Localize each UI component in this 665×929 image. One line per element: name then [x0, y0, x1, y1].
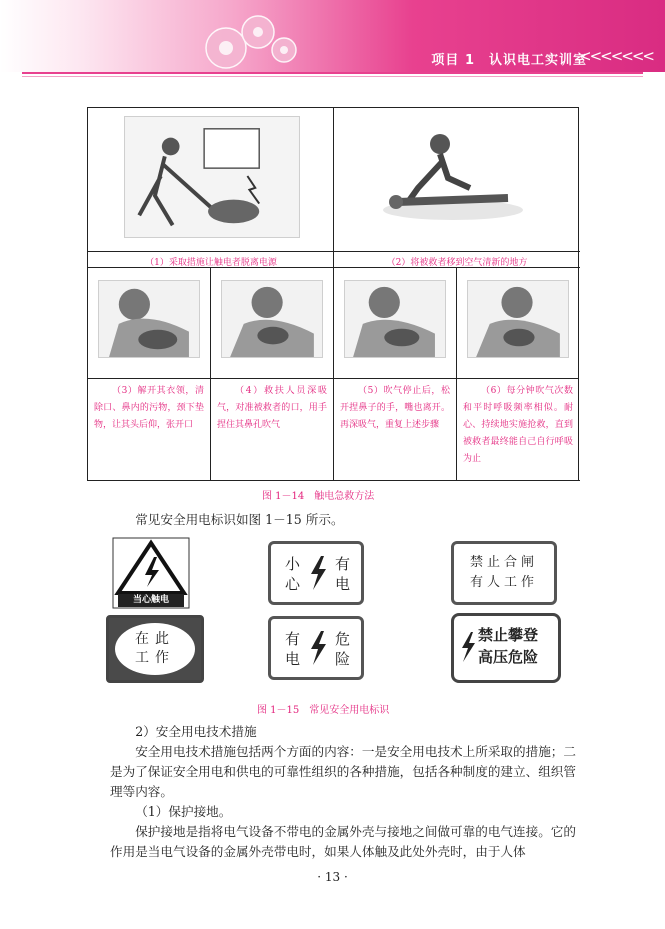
sign-caution-electric [268, 541, 364, 605]
rescue-cell-1 [88, 108, 334, 268]
sign-work-here-line-1: 在此 [135, 631, 175, 647]
rescue-illustration-2 [378, 128, 528, 228]
sign-danger-electric-label: 当心触电 [132, 595, 169, 605]
rescue-cell-3 [88, 268, 211, 481]
rescue-step-6: （6）每分钟吹气次数和平时呼吸频率相似。耐心、持续地实施抢救，直到被救者最终能自己自行呼吸为止 [457, 378, 579, 481]
page-number: · 13 · [317, 870, 348, 884]
rescue-cell-6 [457, 268, 580, 481]
sign-caution-char-3: 有 [335, 555, 351, 573]
figure-caption-1-14: 图 1－14 触电急救方法 [262, 491, 375, 502]
section-paragraph-1: 安全用电技术措施包括两个方面的内容：一是安全用电技术上所采取的措施；二是为了保证安全用电和供电的可靠性组织的各种措施，包括各种制度的建立、组织管理等内容。 [110, 744, 576, 799]
header-arrows: <<<<<<< [579, 47, 653, 65]
header-divider-thin [22, 76, 643, 77]
section-paragraph-2: 保护接地是指将电气设备不带电的金属外壳与接地之间做可靠的电气连接。它的作用是当电气设备的金属外壳带电时，如果人体触及此处外壳时，由于人体 [110, 824, 576, 859]
sign-no-climbing-line-2: 高压危险 [478, 648, 539, 666]
rescue-cell-4 [211, 268, 334, 481]
sign-electric-danger-char-1: 有 [285, 630, 301, 648]
sign-electric-danger-char-4: 险 [335, 650, 351, 668]
rescue-cell-5 [334, 268, 457, 481]
rescue-step-5: （5）吹气停止后，松开捏鼻子的手，嘴也离开。再深吸气，重复上述步骤 [334, 378, 456, 481]
sign-no-switching-line-2: 有人工作 [469, 575, 538, 590]
rescue-step-3: （3）解开其衣领，清除口、鼻内的污物，颈下垫物，让其头后仰，张开口 [88, 378, 210, 481]
rescue-illustration-6 [467, 280, 569, 358]
sign-electric-danger-char-2: 电 [285, 650, 301, 668]
sign-danger-electric [112, 537, 190, 609]
rescue-illustration-1 [124, 116, 300, 238]
header-divider [22, 72, 643, 74]
sign-no-switching [451, 541, 557, 605]
signs-intro: 常见安全用电标识如图 1－15 所示。 [135, 512, 344, 527]
section-subheading: （1）保护接地。 [135, 804, 232, 819]
sign-caution-char-1: 小 [285, 555, 301, 573]
sign-no-climbing [451, 613, 561, 683]
gear-icon [196, 6, 306, 72]
sign-no-climbing-line-1: 禁止攀登 [478, 626, 539, 644]
lightning-icon [309, 556, 327, 590]
sign-work-here-line-2: 工作 [135, 650, 175, 666]
rescue-caption-1: （1）采取措施让触电者脱离电源 [88, 251, 334, 268]
rescue-illustration-4 [221, 280, 323, 358]
sign-caution-char-4: 电 [335, 575, 351, 593]
figure-caption-1-15: 图 1－15 常见安全用电标识 [257, 705, 390, 716]
sign-caution-char-2: 心 [285, 575, 301, 593]
rescue-caption-2: （2）将被救者移到空气清新的地方 [334, 251, 580, 268]
section-heading: 2）安全用电技术措施 [135, 724, 257, 739]
sign-no-switching-line-1: 禁止合闸 [469, 555, 538, 570]
rescue-illustration-3 [98, 280, 200, 358]
lightning-icon [309, 631, 327, 665]
lightning-icon [460, 632, 476, 662]
sign-electric-danger-char-3: 危 [335, 630, 351, 648]
page-header [0, 0, 665, 72]
rescue-figure [87, 107, 579, 481]
rescue-cell-2 [334, 108, 580, 268]
rescue-illustration-5 [344, 280, 446, 358]
sign-electric-danger [268, 616, 364, 680]
sign-work-here [106, 615, 204, 683]
header-title: 项目 1 认识电工实训室 [431, 53, 587, 68]
rescue-step-4: （4）救扶人员深吸气，对准被救者的口，用手捏住其鼻孔吹气 [211, 378, 333, 481]
